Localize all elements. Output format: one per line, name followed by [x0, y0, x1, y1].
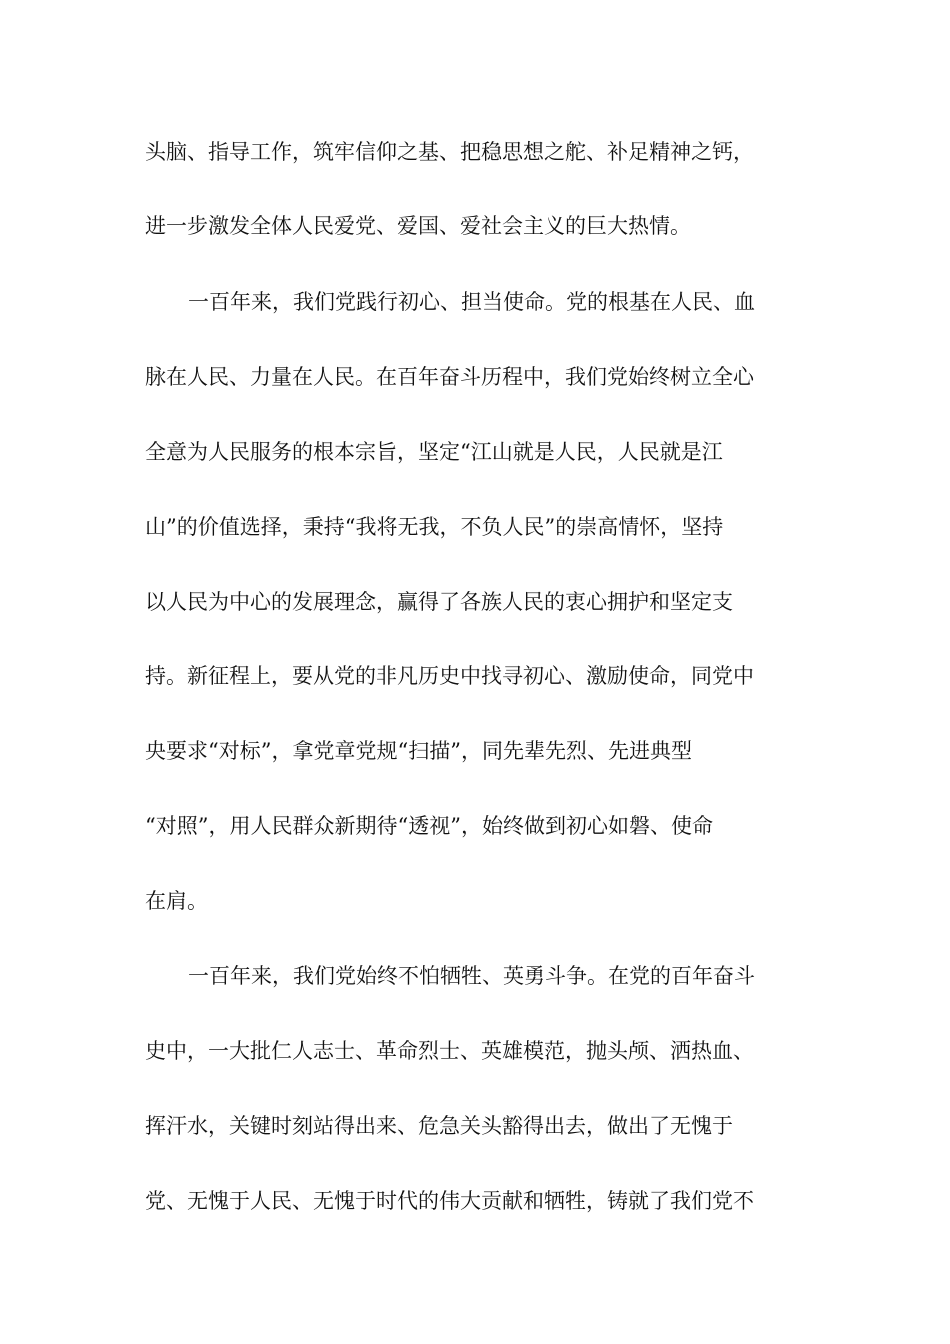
- paragraph-line: 头脑、指导工作，筑牢信仰之基、把稳思想之舵、补足精神之钙，: [145, 140, 754, 164]
- paragraph-line: 在肩。: [145, 889, 208, 913]
- paragraph-line: 持。新征程上，要从党的非凡历史中找寻初心、激励使命，同党中: [145, 664, 754, 688]
- paragraph-first-line: 一百年来，我们党始终不怕牺牲、英勇斗争。在党的百年奋斗: [188, 964, 755, 988]
- paragraph-first-line: 一百年来，我们党践行初心、担当使命。党的根基在人民、血: [188, 290, 755, 314]
- paragraph-line: 以人民为中心的发展理念，赢得了各族人民的衷心拥护和坚定支: [145, 590, 733, 614]
- paragraph-line: 挥汗水，关键时刻站得出来、危急关头豁得出去，做出了无愧于: [145, 1114, 733, 1138]
- paragraph-line: “对照”，用人民群众新期待“透视”，始终做到初心如磐、使命: [145, 814, 713, 838]
- paragraph-line: 党、无愧于人民、无愧于时代的伟大贡献和牺牲，铸就了我们党不: [145, 1189, 754, 1213]
- paragraph-line: 央要求“对标”，拿党章党规“扫描”，同先辈先烈、先进典型: [145, 739, 692, 763]
- paragraph-line: 史中，一大批仁人志士、革命烈士、英雄模范，抛头颅、洒热血、: [145, 1039, 754, 1063]
- paragraph-line: 全意为人民服务的根本宗旨，坚定“江山就是人民，人民就是江: [145, 440, 723, 464]
- paragraph-line: 山”的价值选择，秉持“我将无我，不负人民”的崇高情怀，坚持: [145, 515, 724, 539]
- paragraph-line: 进一步激发全体人民爱党、爱国、爱社会主义的巨大热情。: [145, 214, 691, 238]
- paragraph-line: 脉在人民、力量在人民。在百年奋斗历程中，我们党始终树立全心: [145, 365, 754, 389]
